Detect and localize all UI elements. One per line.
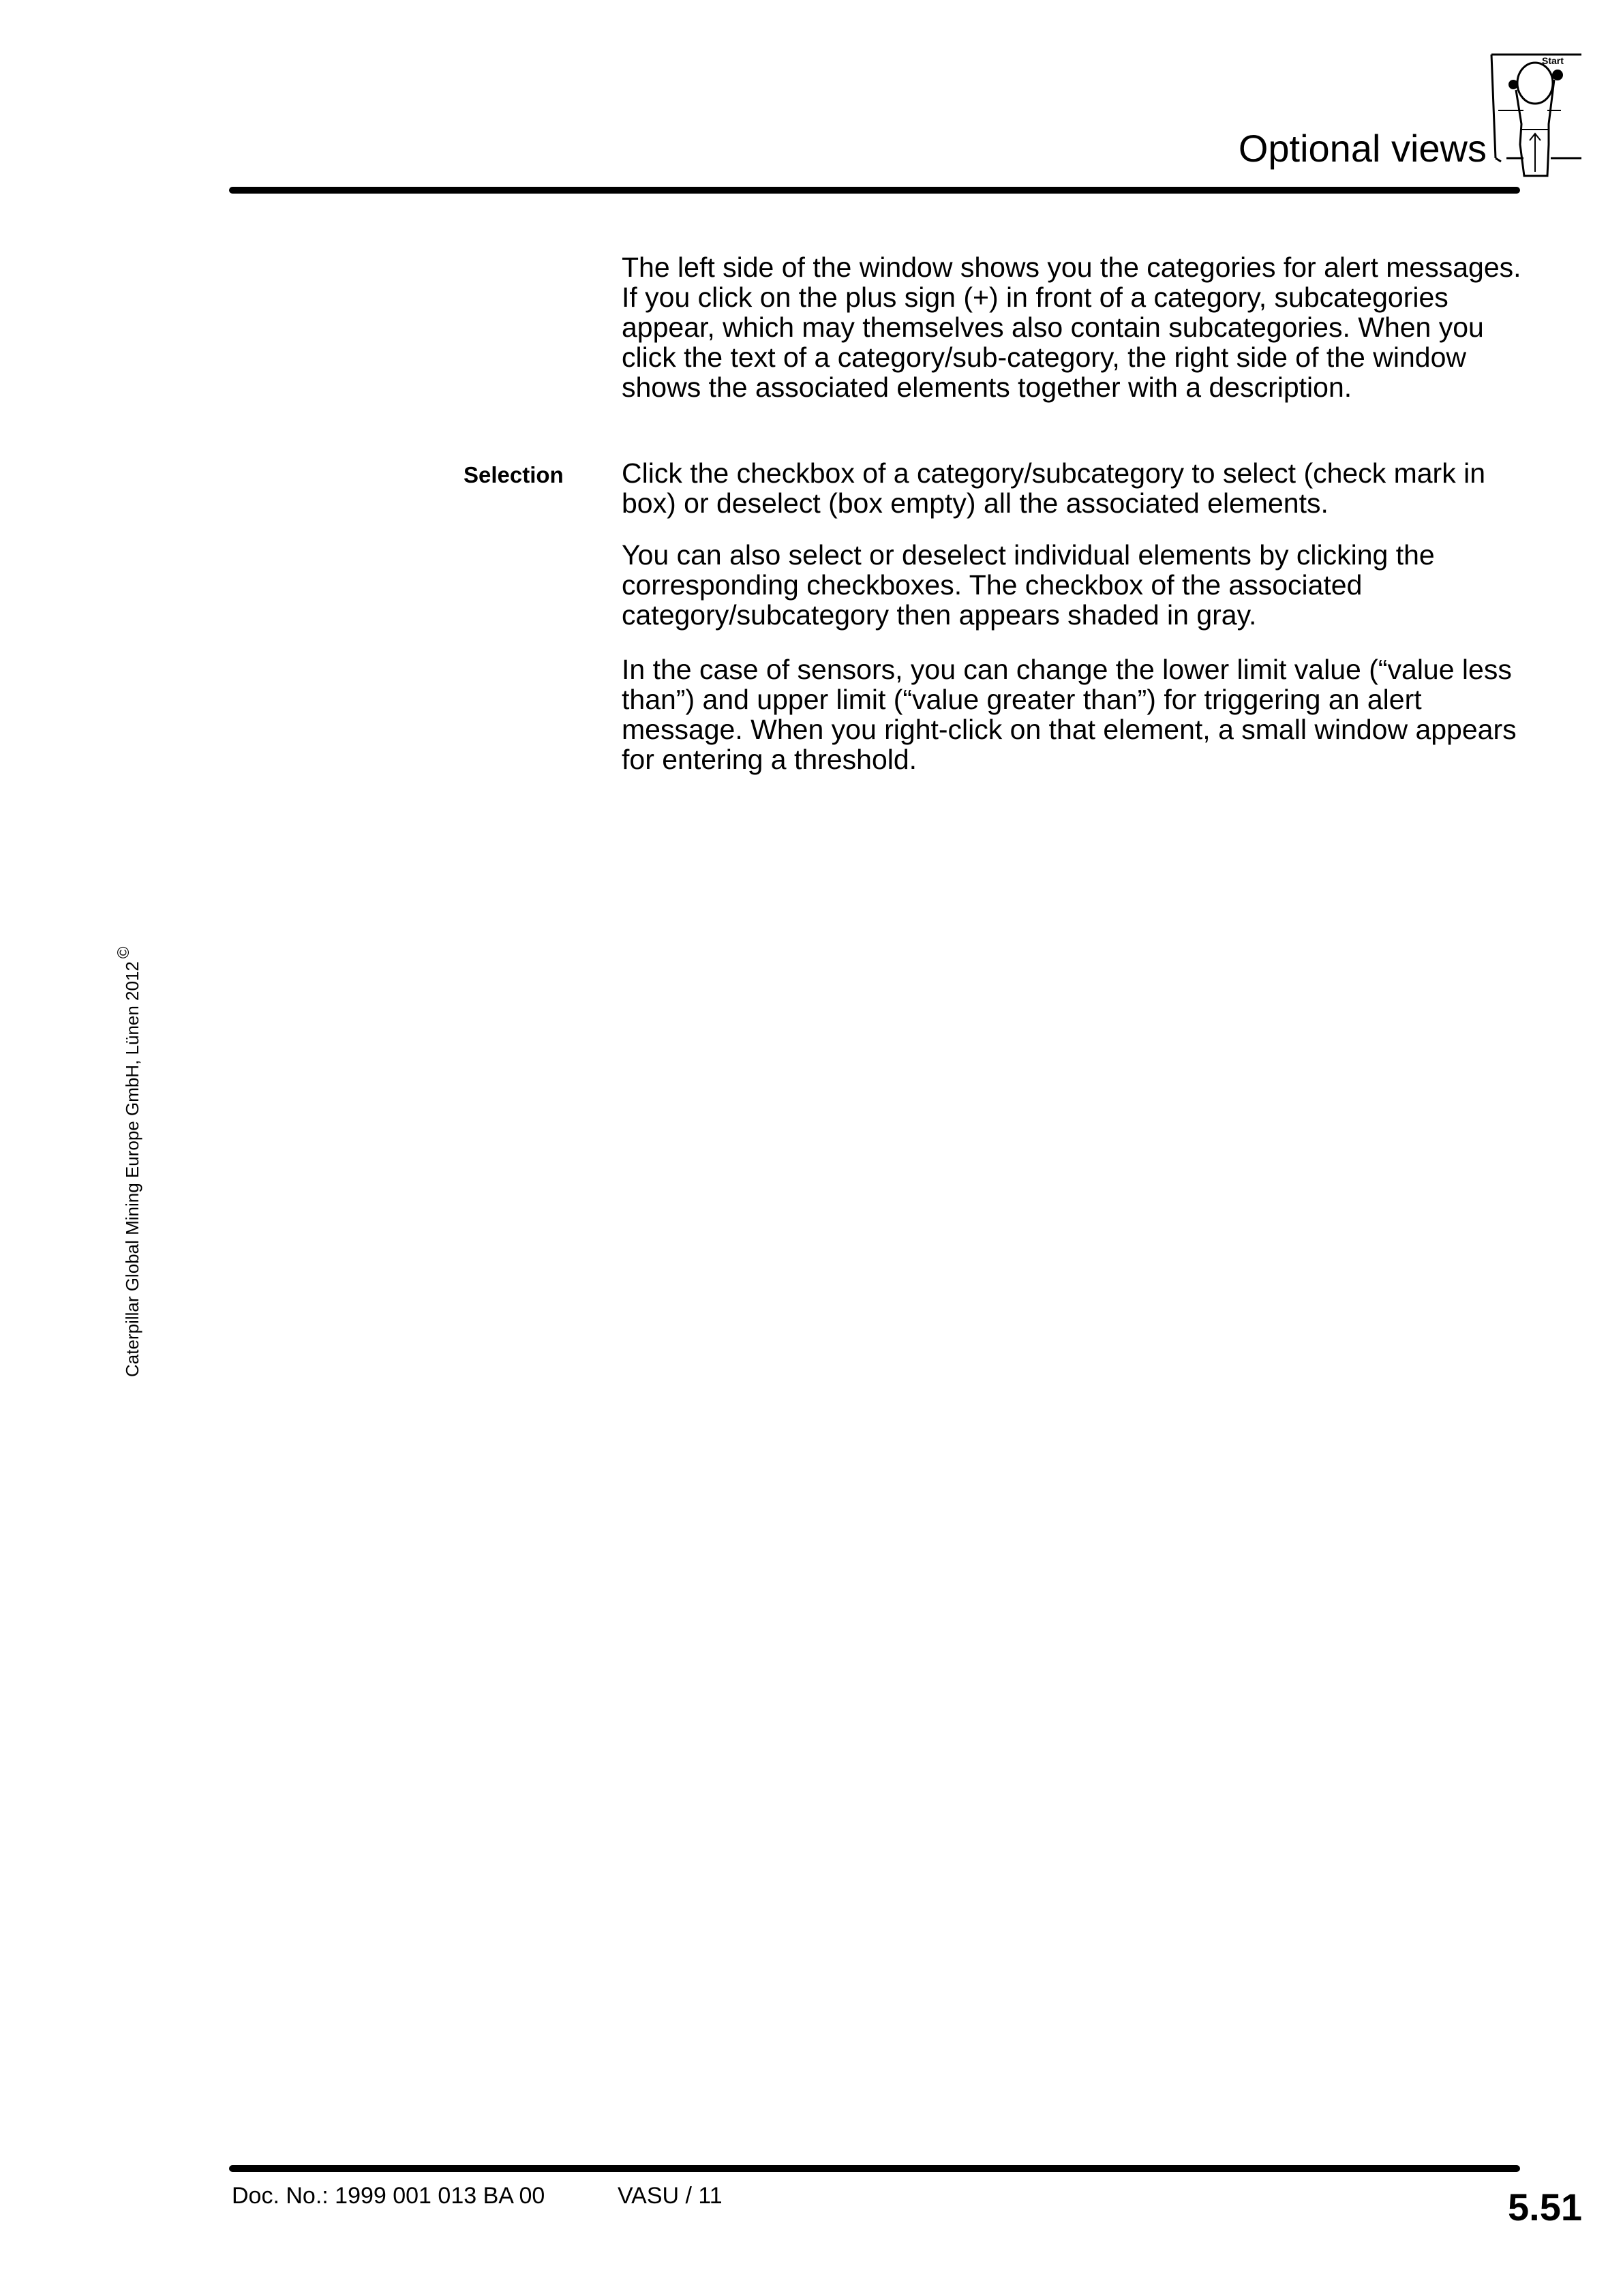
paragraph-categories: The left side of the window shows you the categories for alert messages. If you click on the plus sign (+) in front of a category, subcategories appear, which may themselves also contain subcategories. When you click the text of a category/sub-category, the right side of the window shows the associated elements together with a description. [622,252,1521,403]
footer-divider [229,2165,1520,2172]
header-divider [229,187,1520,194]
selection-paragraph [622,458,1521,518]
paragraph-sensor-thresholds: In the case of sensors, you can change the lower limit value (“value less than”) and upper limit (“value greater than”) for triggering an alert message. When you right-click on that element, a small window appears for entering a threshold. [622,654,1517,775]
copyright-notice [116,946,141,1377]
intro-paragraph [622,252,1521,402]
paragraph-select-checkbox: Click the checkbox of a category/subcategory to select (check mark in box) or deselect (box empty) all the associated elements. [622,457,1486,519]
doc-number: Doc. No.: 1999 001 013 BA 00 [232,2183,545,2209]
page-number: 5.51 [1508,2186,1582,2229]
copyright-symbol: © [115,946,133,959]
page-title: Optional views [1238,127,1487,170]
svg-text:Start: Start [1542,55,1564,66]
margin-label-selection: Selection [464,462,564,487]
individual-elements-paragraph [622,540,1521,630]
sensors-paragraph [622,654,1521,774]
copyright-text: Caterpillar Global Mining Europe GmbH, Lünen 2012 [122,961,142,1377]
doc-version: VASU / 11 [618,2183,723,2209]
paragraph-individual-elements: You can also select or deselect individual elements by clicking the corresponding checkboxes. The checkbox of the associated category/subcategory then appears shaded in gray. [622,539,1435,631]
start-person-icon [1486,49,1581,185]
